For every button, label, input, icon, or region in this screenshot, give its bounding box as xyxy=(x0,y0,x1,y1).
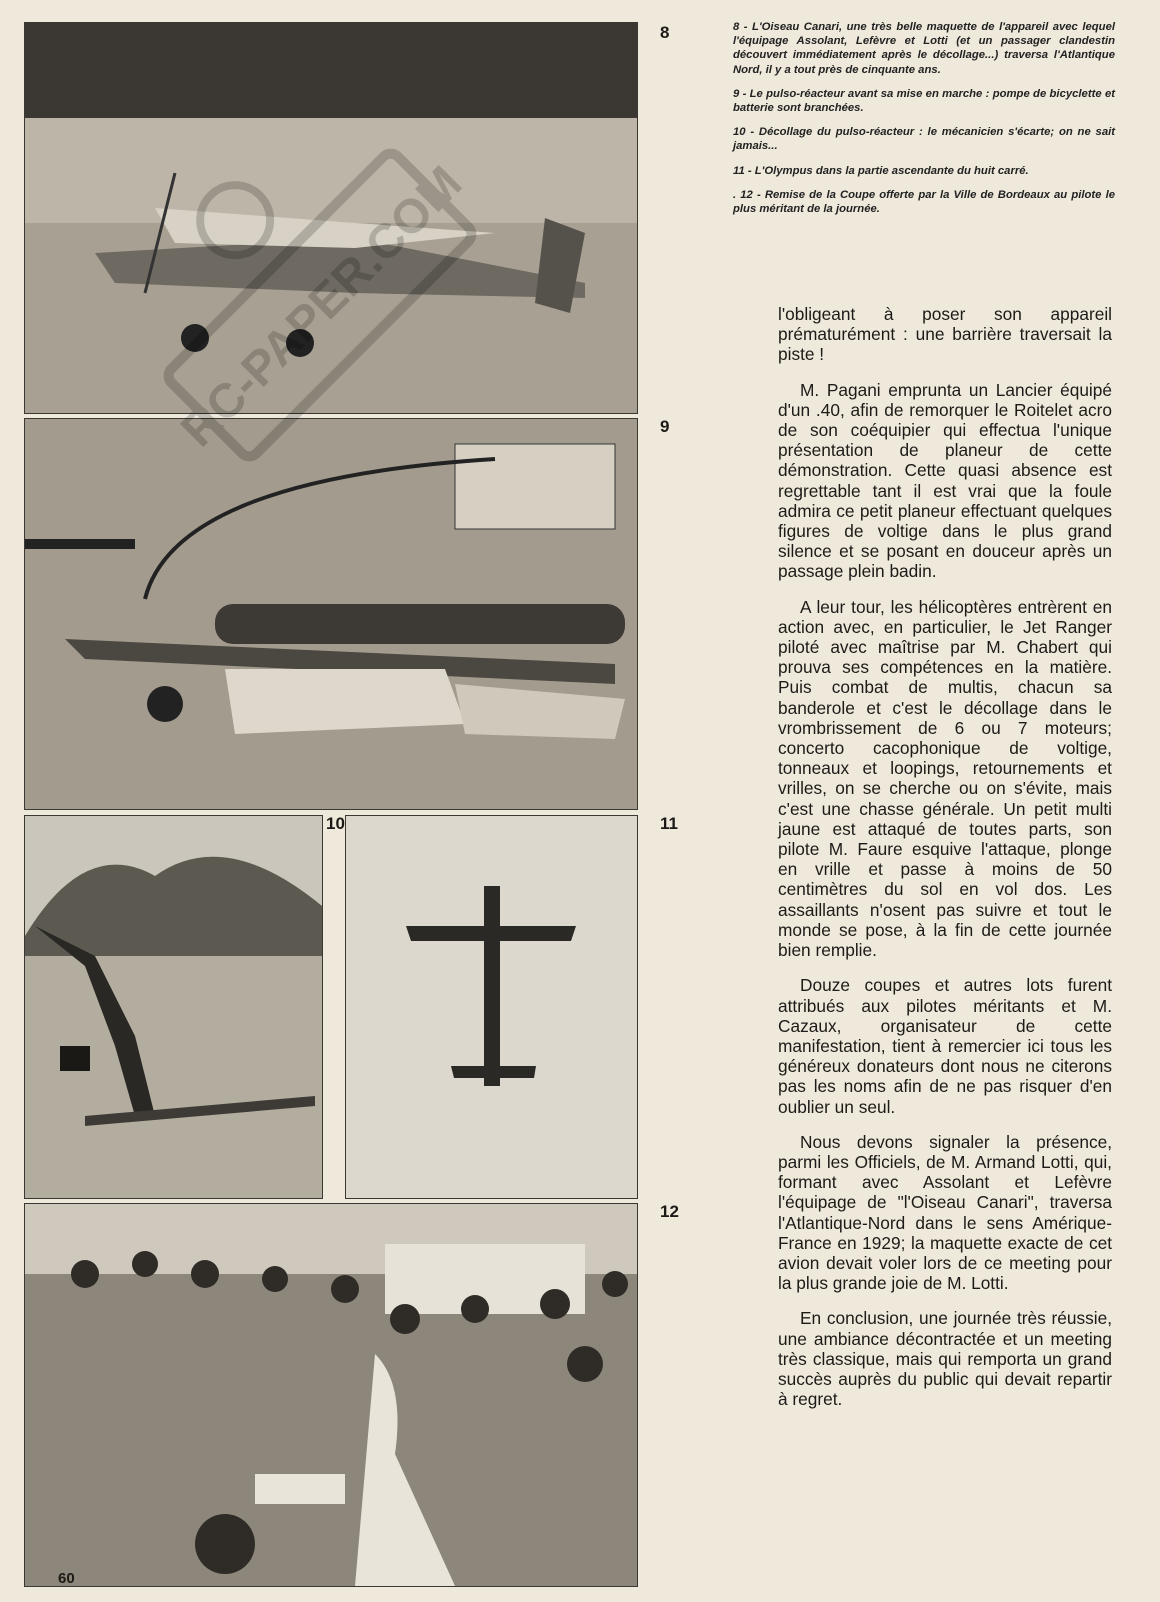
article-paragraph: A leur tour, les hélicoptères entrèrent en action avec, en particulier, le Jet Ranger piloté avec maîtrise par M. Chabert qui prouva ses compétences en la matière. Puis combat de multis, chacun sa banderole et c'est le décollage dans le vrombrissement de 6 ou 7 moteurs; concerto cacophonique de voltige, tonneaux et loopings, retournements et vrilles, on se cherche ou on s'évite, mais c'est une chasse générale. Un petit multi jaune est attaqué de toutes parts, son pilote M. Faure esquive l'attaque, plonge en vrille et passe à moins de 50 centimètres du sol en vol dos. Les assaillants n'osent pas suivre et tout le monde se pose, à la fin de cette journée bien remplie. xyxy=(778,596,1112,961)
caption-10: 10 - Décollage du pulso-réacteur : le mécanicien s'écarte; on ne sait jamais... xyxy=(733,126,1115,153)
photo-8-oiseau-canari xyxy=(24,22,638,414)
article-paragraph: M. Pagani emprunta un Lancier équipé d'un .40, afin de remorquer le Roitelet acro de son coéquipier qui effectua l'unique présentation de planeur de cette démonstration. Cette quasi absence est regrettable tant il est vrai que la foule admira ce petit planeur effectuant quelques figures de voltige dans le plus grand silence et se posant en douceur après un passage plein badin. xyxy=(778,379,1112,582)
photo-12-cup-presentation xyxy=(24,1203,638,1587)
photo-8-number: 8 xyxy=(660,23,670,42)
photo-12-drawing xyxy=(25,1204,637,1586)
article-column xyxy=(778,304,1112,1424)
photo-11-number: 11 xyxy=(660,814,678,833)
photo-10-number: 10 xyxy=(326,814,345,833)
caption-8: 8 - L'Oiseau Canari, une très belle maquette de l'appareil avec lequel l'équipage Assolant, Lefèvre et Lotti (et un passager clandestin découvert immédiatement après le décollage...) traversa l'Atlantique Nord, il y a tout près de cinquante ans. xyxy=(733,21,1115,76)
article-paragraph: l'obligeant à poser son appareil prématurément : une barrière traversait la piste ! xyxy=(778,304,1112,365)
photo-10-takeoff xyxy=(24,815,323,1199)
article-paragraph: Nous devons signaler la présence, parmi les Officiels, de M. Armand Lotti, qui, formant avec Assolant et Lefèvre l'équipage de "l'Oiseau Canari", traversa l'Atlantique-Nord dans le sens Amérique-France en 1929; la maquette exacte de cet avion devait voler lors de ce meeting pour la plus grande joie de M. Lotti. xyxy=(778,1131,1112,1294)
caption-12: . 12 - Remise de la Coupe offerte par la Ville de Bordeaux au pilote le plus méritant de la journée. xyxy=(733,188,1115,216)
article-paragraph: Douze coupes et autres lots furent attribués aux pilotes méritants et M. Cazaux, organisateur de cette manifestation, tient à remercier ici tous les généreux donateurs dont nous ne citerons pas les noms afin de ne pas risquer d'en oublier un seul. xyxy=(778,975,1112,1117)
caption-11: 11 - L'Olympus dans la partie ascendante du huit carré. xyxy=(733,164,1029,177)
photo-12-number: 12 xyxy=(660,1202,679,1221)
photo-11-drawing xyxy=(346,816,637,1198)
caption-9: 9 - Le pulso-réacteur avant sa mise en marche : pompe de bicyclette et batterie sont branchées. xyxy=(733,87,1115,115)
photo-8-drawing xyxy=(25,23,637,413)
photo-9-pulsojet xyxy=(24,418,638,810)
photo-9-number: 9 xyxy=(660,417,670,436)
photo-captions xyxy=(733,20,1115,226)
photo-11-olympus xyxy=(345,815,638,1199)
photo-9-drawing xyxy=(25,419,637,809)
page-number: 60 xyxy=(58,1570,75,1587)
photo-10-drawing xyxy=(25,816,322,1198)
article-paragraph: En conclusion, une journée très réussie, une ambiance décontractée et un meeting très classique, mais qui remporta un grand succès auprès du public qui devait repartir à regret. xyxy=(778,1308,1112,1410)
